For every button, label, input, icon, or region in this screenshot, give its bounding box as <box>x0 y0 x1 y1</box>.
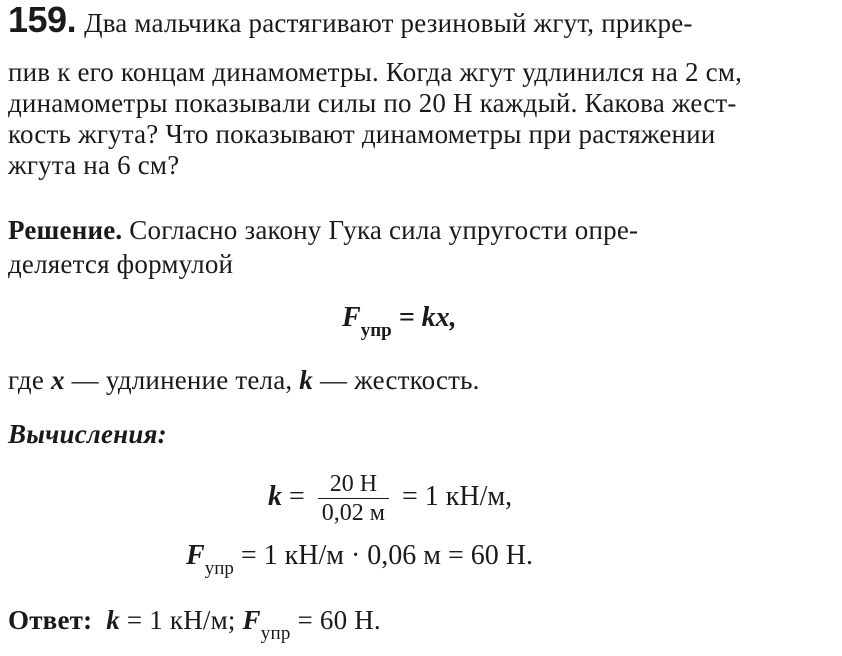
solution-text-2: деляется формулой <box>8 249 234 279</box>
solution-text-1: Согласно закону Гука сила упругости опре- <box>122 215 639 245</box>
hooke-formula <box>342 302 457 341</box>
answer-k-value: = 1 кН/м; <box>119 605 243 635</box>
formula-f-var: F <box>342 302 361 333</box>
eq1-denominator: 0,02 м <box>321 500 385 526</box>
eq1-k-var: k <box>268 480 282 512</box>
eq2-f-var: F <box>186 540 205 571</box>
equation-k <box>268 470 512 527</box>
problem-text-4: кость жгута? Что показывают динамометры при растяжении <box>8 119 716 149</box>
answer-f-var: F <box>242 605 261 635</box>
solution-heading: Решение. <box>8 215 123 245</box>
problem-line-1 <box>8 0 693 40</box>
where-middle: — удлинение тела, <box>64 365 300 395</box>
eq1-equals: = <box>282 480 312 512</box>
solution-line-2 <box>8 248 233 280</box>
where-suffix: — жесткость. <box>313 365 480 395</box>
eq1-fraction <box>318 470 389 527</box>
problem-text-5: жгута на 6 см? <box>8 150 180 180</box>
where-k-var: k <box>299 365 313 395</box>
calculations-heading-line <box>8 418 167 450</box>
problem-line-3 <box>8 87 737 119</box>
problem-line-2 <box>8 56 742 88</box>
eq2-rest: = 1 кН/м · 0,06 м = 60 Н. <box>233 540 534 571</box>
answer-f-subscript: упр <box>260 623 291 644</box>
problem-text-3: динамометры показывали силы по 20 Н каждый. Какова жест- <box>8 88 737 118</box>
where-prefix: где <box>8 365 52 395</box>
solution-line-1 <box>8 214 638 246</box>
formula-subscript: упр <box>360 320 392 341</box>
formula-rhs: = kx, <box>391 302 457 333</box>
problem-line-4 <box>8 118 715 150</box>
eq2-subscript: упр <box>204 558 234 579</box>
answer-label: Ответ: <box>8 605 93 635</box>
calculations-heading: Вычисления: <box>8 419 167 449</box>
problem-number: 159. <box>8 0 77 40</box>
answer-f-value: = 60 Н. <box>290 605 381 635</box>
equation-f <box>186 540 534 579</box>
problem-line-5 <box>8 149 179 181</box>
eq1-result: = 1 кН/м, <box>394 480 513 512</box>
problem-text-2: пив к его концам динамометры. Когда жгут удлинился на 2 см, <box>8 57 743 87</box>
where-line <box>8 364 480 396</box>
problem-text-1: Два мальчика растягивают резиновый жгут, прикре- <box>84 8 693 38</box>
answer-k-var: k <box>106 605 120 635</box>
where-x-var: x <box>51 365 65 395</box>
eq1-numerator: 20 Н <box>318 470 389 499</box>
answer-line <box>8 604 381 644</box>
